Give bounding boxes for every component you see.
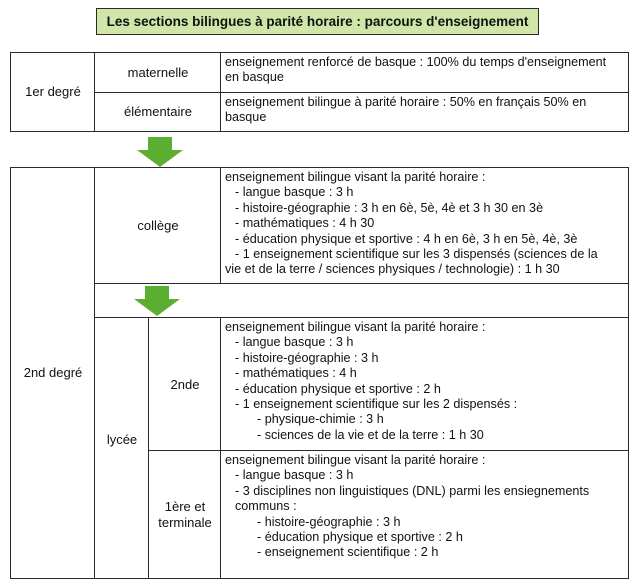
- level-seconde: 2nde: [148, 317, 222, 452]
- level-lycee-label: lycée: [106, 432, 138, 447]
- level-terminale: 1ère et terminale: [148, 450, 222, 579]
- text-line: - langue basque : 3 h: [235, 468, 354, 483]
- text-line: - physique-chimie : 3 h: [257, 412, 384, 427]
- text-line: enseignement renforcé de basque : 100% du temps d'enseignement: [225, 55, 607, 69]
- arrow-down-icon: [132, 286, 182, 316]
- text-line: - 1 enseignement scientifique sur les 2 dispensés :: [235, 397, 518, 412]
- text-line: basque: [225, 110, 267, 125]
- text-line: enseignement bilingue visant la parité horaire :: [225, 170, 486, 184]
- content-elementaire: [220, 92, 629, 132]
- content-college: [220, 167, 629, 285]
- level-college: collège: [94, 167, 222, 285]
- content-terminale: [220, 450, 629, 579]
- text-line: vie et de la terre / sciences physiques / technologie) : 1 h 30: [225, 262, 560, 277]
- text-line: - langue basque : 3 h: [235, 335, 354, 350]
- text-line: - histoire-géographie : 3 h en 6è, 5è, 4è et 3 h 30 en 3è: [235, 200, 544, 215]
- text-line: - sciences de la vie et de la terre : 1 h 30: [257, 427, 484, 442]
- text-line: - éducation physique et sportive : 2 h: [235, 381, 441, 396]
- text-line: - histoire-géographie : 3 h: [257, 514, 401, 529]
- level-lycee: [94, 317, 150, 579]
- text-line: communs :: [235, 499, 297, 514]
- text-line: - éducation physique et sportive : 4 h en 6è, 3 h en 5è, 4è, 3è: [235, 231, 578, 246]
- text-line: - 1 enseignement scientifique sur les 3 dispensés (sciences de la: [235, 247, 598, 262]
- text-line: - éducation physique et sportive : 2 h: [257, 530, 463, 545]
- text-line: enseignement bilingue à parité horaire : 50% en français 50% en: [225, 95, 587, 109]
- content-maternelle: [220, 52, 629, 94]
- degree-secondary-label: 2nd degré: [10, 167, 96, 579]
- text-line: - 3 disciplines non linguistiques (DNL) parmi les ensiegnements: [235, 483, 590, 498]
- level-elementaire: élémentaire: [94, 92, 222, 132]
- arrow-down-icon: [135, 137, 185, 167]
- text-line: - enseignement scientifique : 2 h: [257, 545, 439, 560]
- degree-primary-label: 1er degré: [10, 52, 96, 132]
- text-line: - langue basque : 3 h: [235, 185, 354, 200]
- text-line: - mathématiques : 4 h 30: [235, 216, 375, 231]
- level-maternelle: maternelle: [94, 52, 222, 94]
- text-line: en basque: [225, 70, 284, 85]
- text-line: enseignement bilingue visant la parité horaire :: [225, 320, 486, 334]
- text-line: - mathématiques : 4 h: [235, 366, 357, 381]
- text-line: enseignement bilingue visant la parité horaire :: [225, 453, 486, 467]
- page-title: Les sections bilingues à parité horaire : parcours d'enseignement: [96, 8, 539, 35]
- content-seconde: [220, 317, 629, 452]
- text-line: - histoire-géographie : 3 h: [235, 350, 379, 365]
